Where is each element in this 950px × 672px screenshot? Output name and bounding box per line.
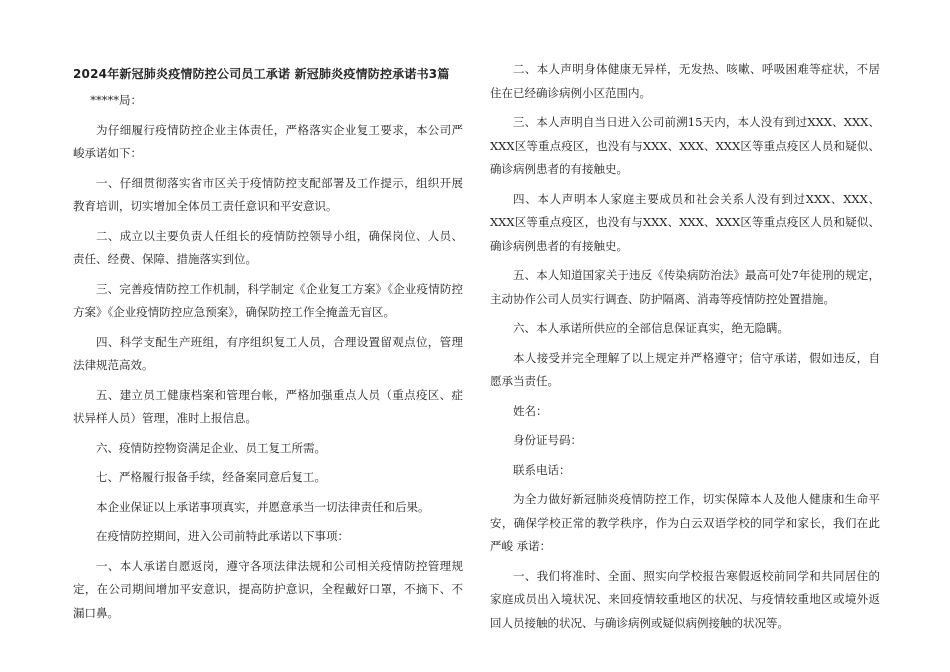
left-column (73, 58, 463, 631)
paragraph: 六、疫情防控物资满足企业、员工复工所需。 (96, 440, 326, 455)
paragraph: 二、本人声明身体健康无异样，无发热、咳嗽、呼吸困难等症状，不居住在已经确诊病例小区范围内。 (490, 62, 880, 100)
paragraph: 七、严格履行报备手续，经备案同意后复工。 (96, 470, 326, 484)
name-field-label: 姓名： (513, 403, 548, 418)
paragraph: 四、本人声明本人家庭主要成员和社会关系人没有到过XXX、XXX、XXX区等重点疫区，也没有与XXX、XXX、XXX区等重点疫区人员和疑似、确诊病例患者的有接触史。 (490, 191, 880, 253)
paragraph: 三、完善疫情防控工作机制，科学制定《企业复工方案》《企业疫情防控方案》《企业疫情防控应急预案》，确保防控工作全掩盖无盲区。 (73, 281, 463, 319)
paragraph: 一、本人承诺自愿返岗，遵守各项法律法规和公司相关疫情防控管理规定，在公司期间增加平安意识，提高防护意识，全程戴好口罩，不摘下、不漏口鼻。 (73, 558, 463, 620)
phone-field-label: 联系电话： (513, 462, 571, 477)
id-number-field-label: 身份证号码： (513, 433, 582, 447)
paragraph: 为全力做好新冠肺炎疫情防控工作，切实保障本人及他人健康和生命平安，确保学校正常的教学秩序，作为白云双语学校的同学和家长，我们在此严峻 承诺： (490, 492, 880, 553)
paragraph: 二、成立以主要负责人任组长的疫情防控领导小组，确保岗位、人员、责任、经费、保障、措施落实到位。 (73, 228, 463, 266)
paragraph: 本人接受并完全理解了以上规定并严格遵守；信守承诺，假如违反，自愿承当责任。 (490, 350, 880, 388)
right-column (490, 58, 880, 641)
paragraph: 四、科学支配生产班组，有序组织复工人员，合理设置留观点位，管理法律规范高效。 (73, 334, 463, 372)
paragraph: 为仔细履行疫情防控企业主体责任，严格落实企业复工要求，本公司严峻承诺如下： (73, 122, 463, 160)
paragraph: 五、建立员工健康档案和管理台帐，严格加强重点人员（重点疫区、症状异样人员）管理，准时上报信息。 (73, 387, 463, 425)
paragraph: 在疫情防控期间，进入公司前特此承诺以下事项： (96, 529, 349, 543)
paragraph: 六、本人承诺所供应的全部信息保证真实，绝无隐瞒。 (513, 321, 789, 335)
document-title: 2024年新冠肺炎疫情防控公司员工承诺 新冠肺炎疫情防控承诺书3篇 (73, 67, 450, 81)
paragraph: 三、本人声明自当日进入公司前溯15天内，本人没有到过XXX、XXX、XXX区等重点疫区，也没有与XXX、XXX、XXX区等重点疫区人员和疑似、确诊病例患者的有接触史。 (490, 115, 880, 176)
salutation: *****局： (90, 93, 142, 107)
paragraph: 五、本人知道国家关于违反《传染病防治法》最高可处7年徒刑的规定，主动协作公司人员实行调查、防护隔离、消毒等疫情防控处置措施。 (490, 268, 880, 306)
paragraph: 本企业保证以上承诺事项真实，并愿意承当一切法律责任和后果。 (96, 499, 430, 514)
paragraph: 一、仔细贯彻落实省市区关于疫情防控支配部署及工作提示，组织开展教育培训，切实增加全体员工责任意识和平安意识。 (73, 175, 463, 213)
paragraph: 一、我们将准时、全面、照实向学校报告寒假返校前同学和共同居住的家庭成员出入境状况、来回疫情较重地区的状况、与疫情较重地区或境外返回人员接触的状况、与确诊病例或疑似病例接触的状况等。 (490, 568, 880, 630)
